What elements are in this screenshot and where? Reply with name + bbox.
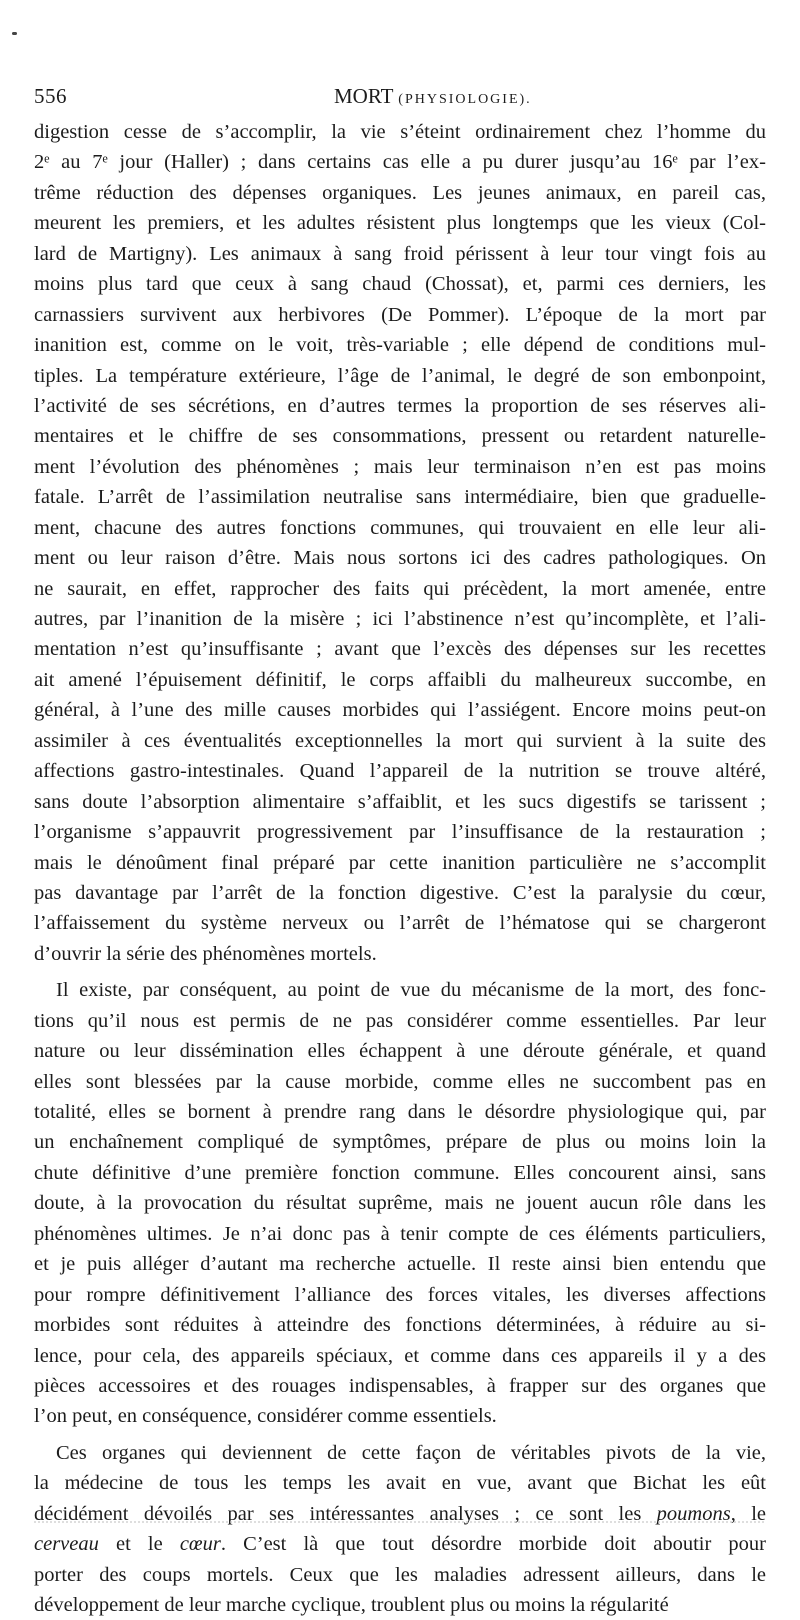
text-line: ment, chacune des autres fonctions communes, qui trouvaient en elle leur ali- [34,516,766,539]
text-line: doute, à la provocation du résultat suprême, mais ne jouent aucun rôle dans les [34,1192,766,1215]
body-text [34,117,766,1620]
text-line: trême réduction des dépenses organiques. Les jeunes animaux, en pareil cas, [34,181,766,204]
text-line: tiples. La température extérieure, l’âge de l’animal, le degré de son embonpoint, [34,364,766,387]
text-line: un enchaînement compliqué de symptômes, prépare de plus ou moins loin la [34,1131,766,1154]
text-line: d’ouvrir la série des phénomènes mortels. [34,942,377,965]
text-line: moins plus tard que ceux à sang chaud (Chossat), et, parmi ces derniers, les [34,273,766,296]
text-line: ment l’évolution des phénomènes ; mais leur terminaison n’en est pas moins [34,455,766,478]
paragraph [34,975,766,1432]
text-line: mentation n’est qu’insuffisante ; avant que l’excès des dépenses sur les recettes [34,638,766,661]
bottom-scan-noise [34,1521,764,1525]
text-line: inanition est, comme on le voit, très-variable ; elle dépend de conditions mul- [34,334,766,357]
italic-term: cœur [179,1533,221,1556]
text-line: affections gastro-intestinales. Quand l’appareil de la nutrition se trouve altéré, [34,760,766,783]
text-line: digestion cesse de s’accomplir, la vie s’éteint ordinairement chez l’homme du [34,121,766,143]
text-line: pas davantage par l’arrêt de la fonction digestive. C’est la paralysie du cœur, [34,881,766,904]
text-line: tions qu’il nous est permis de ne pas considérer comme essentielles. Par leur [34,1009,766,1032]
text-line: pièces accessoires et des rouages indispensables, à frapper sur des organes que [34,1374,766,1397]
text-line: général, à l’une des mille causes morbides qui l’assiégent. Encore moins peut-on [34,699,766,722]
paragraph [34,117,766,969]
text-line: phénomènes ultimes. Je n’ai donc pas à tenir compte de ces éléments particuliers, [34,1222,766,1245]
text-line: carnassiers survivent aux herbivores (De Pommer). L’époque de la mort par [34,303,766,326]
text-line: totalité, elles se bornent à prendre rang dans le désordre physiologique qui, par [34,1101,766,1123]
text-line: pour rompre définitivement l’alliance des forces vitales, les diverses affections [34,1283,766,1306]
text-line: meurent les premiers, et les adultes résistent plus longtemps que les vieux (Col- [34,212,766,235]
text-line: lence, pour cela, des appareils spéciaux, et comme dans ces appareils il y a des [34,1344,766,1367]
text-line: l’activité de ses sécrétions, en d’autres termes la proportion de ses réserves ali- [34,394,766,417]
text-line: décidément dévoilés par ses intéressantes analyses ; ce sont les poumons, le [34,1502,766,1525]
text-line: chute définitive d’une première fonction commune. Elles concourent ainsi, sans [34,1161,766,1184]
text-line: Ces organes qui deviennent de cette façon de véritables pivots de la vie, [56,1441,766,1464]
text-line: ait amené l’épuisement définitif, le corps affaibli du malheureux succombe, en [34,668,766,691]
text-line: morbides sont réduites à atteindre des fonctions déterminées, à réduire au si- [34,1314,766,1337]
text-line: mais le dénoûment final préparé par cette inanition particulière ne s’accomplit [34,851,766,874]
italic-term: cerveau [34,1533,99,1556]
running-head-subtitle: (PHYSIOLOGIE). [398,92,532,107]
text-line: 2ᵉ au 7ᵉ jour (Haller) ; dans certains cas elle a pu durer jusqu’au 16ᵉ par l’ex- [34,151,766,174]
page-header [34,84,764,114]
text-line: l’on peut, en conséquence, considérer comme essentiels. [34,1405,497,1428]
text-line: autres, par l’inanition de la misère ; ici l’abstinence n’est qu’incomplète, et l’ali- [34,608,766,630]
text-line: porter des coups mortels. Ceux que les maladies adressent ailleurs, dans le [34,1563,766,1586]
text-line: Il existe, par conséquent, au point de vue du mécanisme de la mort, des fonc- [56,979,766,1002]
text-line: la médecine de tous les temps les avait en vue, avant que Bichat les eût [34,1472,766,1495]
text-line: assimiler à ces éventualités exceptionnelles la mort qui survient à la suite des [34,729,766,752]
text-line: lard de Martigny). Les animaux à sang froid périssent à leur tour vingt fois au [34,242,766,265]
text-line: cerveau et le cœur. C’est là que tout désordre morbide doit aboutir pour [34,1533,766,1556]
text-line: l’organisme s’appauvrit progressivement par l’insuffisance de la restauration ; [34,821,766,844]
text-line: mentaires et le chiffre de ses consommations, pressent ou retardent naturelle- [34,425,766,448]
text-line: développement de leur marche cyclique, troublent plus ou moins la régularité [34,1594,669,1616]
running-head [334,84,532,109]
scan-speck [12,32,17,35]
page-number: 556 [34,84,67,108]
text-line: ne saurait, en effet, rapprocher des faits qui précèdent, la mort amenée, entre [34,577,766,600]
text-line: ment ou leur raison d’être. Mais nous sortons ici des cadres pathologiques. On [34,547,766,570]
running-head-title: MORT [334,84,394,108]
text-line: l’affaissement du système nerveux ou l’arrêt de l’hématose qui se chargeront [34,912,766,935]
italic-term: poumons [656,1502,731,1525]
text-line: nature ou leur dissémination elles échappent à une déroute générale, et quand [34,1040,766,1063]
text-line: fatale. L’arrêt de l’assimilation neutralise sans intermédiaire, bien que graduelle- [34,486,766,509]
text-line: elles sont blessées par la cause morbide, comme elles ne succombent pas en [34,1070,766,1093]
paragraph [34,1438,766,1620]
text-line: sans doute l’absorption alimentaire s’affaiblit, et les sucs digestifs se tarissent ; [34,790,766,813]
text-line: et je puis alléger d’autant ma recherche actuelle. Il reste ainsi bien entendu que [34,1253,766,1276]
